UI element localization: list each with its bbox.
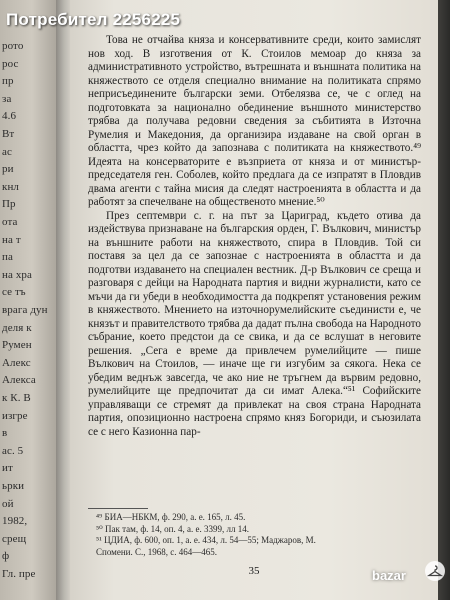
left-page-fragment: пр <box>2 75 14 88</box>
left-page-fragment: кнл <box>2 180 20 193</box>
left-page-fragment: за <box>2 92 12 105</box>
left-page-fragment: 4.6 <box>2 110 17 123</box>
left-page-fragment: ас. 5 <box>2 444 24 457</box>
left-page-fragment: ри <box>2 163 14 176</box>
left-page-fragment: ф <box>2 550 10 563</box>
main-text <box>88 34 421 439</box>
footnote-49: ⁴⁹ БИА—НБКМ, ф. 290, а. е. 165, л. 45. <box>96 512 246 522</box>
left-page-fragment: деля к <box>2 321 32 334</box>
left-page-fragment: се тъ <box>2 286 26 299</box>
left-page-fragment: врага дун <box>2 304 48 316</box>
left-page-fragment: рос <box>2 57 19 70</box>
left-page-fragment: Пр <box>2 198 16 211</box>
left-page-fragment: Алекса <box>2 374 36 387</box>
page-edge <box>438 0 450 600</box>
footnotes <box>96 512 416 558</box>
left-page-fragment: срещ <box>2 532 27 545</box>
page-number: 35 <box>248 565 260 577</box>
left-page-fragment: изгре <box>2 409 28 422</box>
left-page-fragment: ьрки <box>2 480 25 492</box>
brand-logo <box>372 556 448 596</box>
footnote-50: ⁵⁰ Пак там, ф. 14, оп. 4, а. е. 3399, лл 14. <box>96 523 249 534</box>
footnote-51-continued: Спомени. С., 1968, с. 464—465. <box>96 546 217 557</box>
footnote-51: ⁵¹ ЦДИА, ф. 600, оп. 1, а. е. 434, л. 54—55; Маджаров, М. <box>96 535 316 545</box>
footnote-separator <box>88 508 148 509</box>
right-page <box>70 0 438 600</box>
left-page-fragment: на т <box>2 233 21 246</box>
hanger-icon <box>424 560 446 587</box>
brand-text: bazar <box>372 568 406 583</box>
left-page-fragment: 1982, <box>2 515 28 528</box>
left-page-fragment: ота <box>2 216 18 228</box>
left-page-fragment: Румен <box>2 339 32 352</box>
left-page-fragment: Алекс <box>2 356 31 369</box>
left-page-fragment: ой <box>2 497 14 510</box>
paragraph-2: През септември с. г. на път за Цариград, където отива да издействува признаване на българския орден, Г. Вълкович, министър на външните работи на княжеството, спира в Пловдив. Той си поставя за цел да се запознае с настроенията в областта и да подготви издаването на специален вестник. Д-р Вълкович се среща и разговаря с дейци на Народната партия и видни журналисти, като се мъчи да ги убеди в необходимостта да подкрепят установения режим в княжеството. Мнението на източнорумелийските съединисти е, че князът и правителството трябва да дадат пълна свобода на Народното събрание, което предстои да се свика, и да се вслушат в неговите решения. „Сега е време да привлечем румелийците — пише Вълкович на Стоилов, — иначе ще ги изгубим за сякога. Нека се убедим веднъж завсегда, че ако ние не тръгнем да вървим редовно, румелийците ще предпочитат да си имат Алека.“⁵¹ Софийските управляващи се стремят да привлекат на своя страна Народната партия, опозиционно настроена спрямо княз Богориди, и съюзилата се с него Казионна пар- <box>88 209 421 438</box>
left-page-fragment: ас <box>2 145 12 158</box>
left-page-fragment: в <box>2 427 8 440</box>
left-page-fragment: рото <box>2 40 24 52</box>
paragraph-1: Това не отчайва княза и консервативните среди, които замислят нов ход. В изготвения от К. Стоилов мемоар до княза за административното устройство, вътрешната и външната политика на княжеството се отделя специално внимание на политиката спрямо неприсъединените български земи. Отбелязва се, че с оглед на подготовката за национално обединение външното министерство трябва да получава редовни сведения за събитията в Източна Румелия и Македония, да организира издаване на свой орган в областта, чрез който да запознава с политиката на княжеството.⁴⁹ Идеята на консерваторите е възприета от княза и от министър-председателя ген. Соболев, който предлага да се изпратят в Пловдив двама агенти с тайна мисия да следят настроенията в областта и да работят за спечелване на общественото мнение.⁵⁰ <box>88 34 421 208</box>
left-page-fragment: Вт <box>2 128 15 140</box>
left-page-fragment: Гл. пре <box>2 568 36 580</box>
left-page <box>0 0 58 600</box>
user-watermark: Потребител 2256225 <box>6 10 181 29</box>
left-page-fragment: к К. В <box>2 392 31 404</box>
left-page-fragment: на хра <box>2 268 33 281</box>
left-page-fragment: па <box>2 251 13 264</box>
left-page-fragment: ит <box>2 462 13 475</box>
